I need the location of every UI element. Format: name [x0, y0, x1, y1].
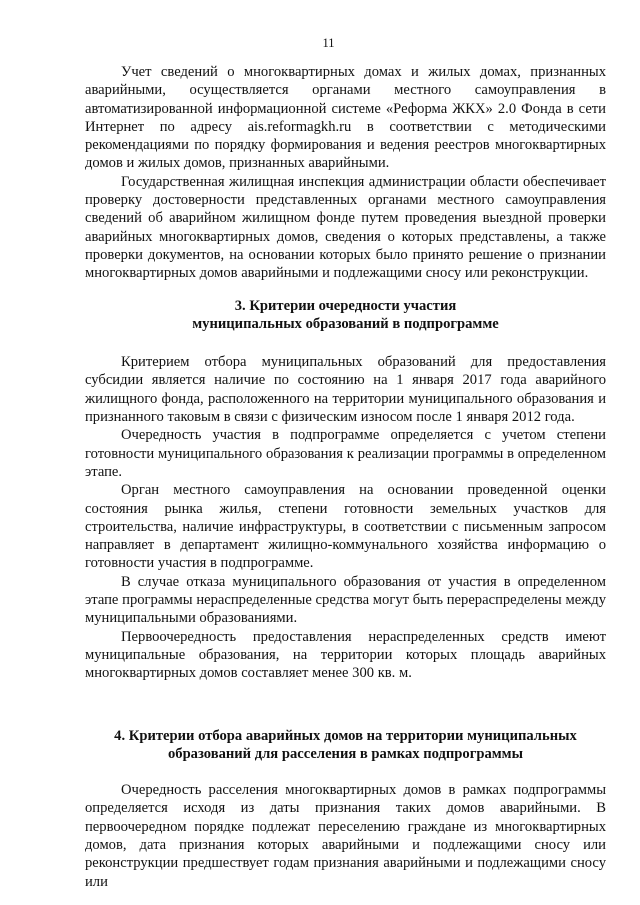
section-4-heading-line-1: 4. Критерии отбора аварийных домов на территории муниципальных — [114, 727, 577, 744]
page-number: 11 — [322, 36, 335, 50]
section-3-paragraph-3: Орган местного самоуправления на основании проведенной оценки состояния рынка жилья, степени готовности земельных участков для строительства, наличие инфраструктуры, в соответствии с письменным запросом направляет в департамент жилищно-коммунального хозяйства информацию о готовности участия в подпрограмме. — [85, 482, 606, 572]
section-4-paragraph-1: Очередность расселения многоквартирных домов в рамках подпрограммы определяется исходя из даты признания таких домов аварийными. В первоочередном порядке подлежат переселению граждане из многоквартирных домов, дата признания которых аварийными и подлежащими сносу или реконструкции предшествует годам признания аварийными и подлежащими сносу или — [85, 782, 606, 890]
section-4-heading-line-2: образований для расселения в рамках подпрограммы — [167, 745, 524, 762]
intro-section — [85, 63, 606, 283]
section-3-paragraph-2: Очередность участия в подпрограмме определяется с учетом степени готовности муниципального образования к реализации программы в определенном этапе. — [85, 427, 606, 480]
section-3-heading-line-1: 3. Критерии очередности участия — [234, 297, 457, 314]
section-3-paragraph-1: Критерием отбора муниципальных образований для предоставления субсидии является наличие по состоянию на 1 января 2017 года аварийного жилищного фонда, расположенного на территории муниципального образования и признанного таковым в связи с физическим износом после 1 января 2012 года. — [85, 354, 606, 426]
intro-paragraph-2: Государственная жилищная инспекция администрации области обеспечивает проверку достоверности представленных органами местного самоуправления сведений об аварийном жилищном фонде путем проведения выездной проверки аварийных многоквартирных домов, сведения о которых представлены, а также проверки документов, на основании которых было принято решение о признании многоквартирных домов аварийными и подлежащими сносу или реконструкции. — [85, 173, 606, 282]
section-3-paragraph-4: В случае отказа муниципального образования от участия в определенном этапе программы нераспределенные средства могут быть перераспределены между муниципальными образованиями. — [85, 573, 606, 627]
section-3-heading-line-2: муниципальных образований в подпрограмме — [192, 315, 499, 332]
section-4 — [85, 727, 606, 891]
section-3-paragraph-5: Первоочередность предоставления нераспределенных средств имеют муниципальные образования, на территории которых площадь аварийных многоквартирных домов составляет менее 300 кв. м. — [85, 628, 606, 682]
intro-paragraph-1: Учет сведений о многоквартирных домах и жилых домах, признанных аварийными, осуществляется органами местного самоуправления в автоматизированной информационной системе «Реформа ЖКХ» 2.0 Фонда в сети Интернет по адресу ais.reformagkh.ru в соответствии с методическими рекомендациями по порядку формирования и ведения реестров многоквартирных домов и жилых домов, признанных аварийными. — [85, 64, 606, 172]
section-3 — [85, 297, 606, 683]
